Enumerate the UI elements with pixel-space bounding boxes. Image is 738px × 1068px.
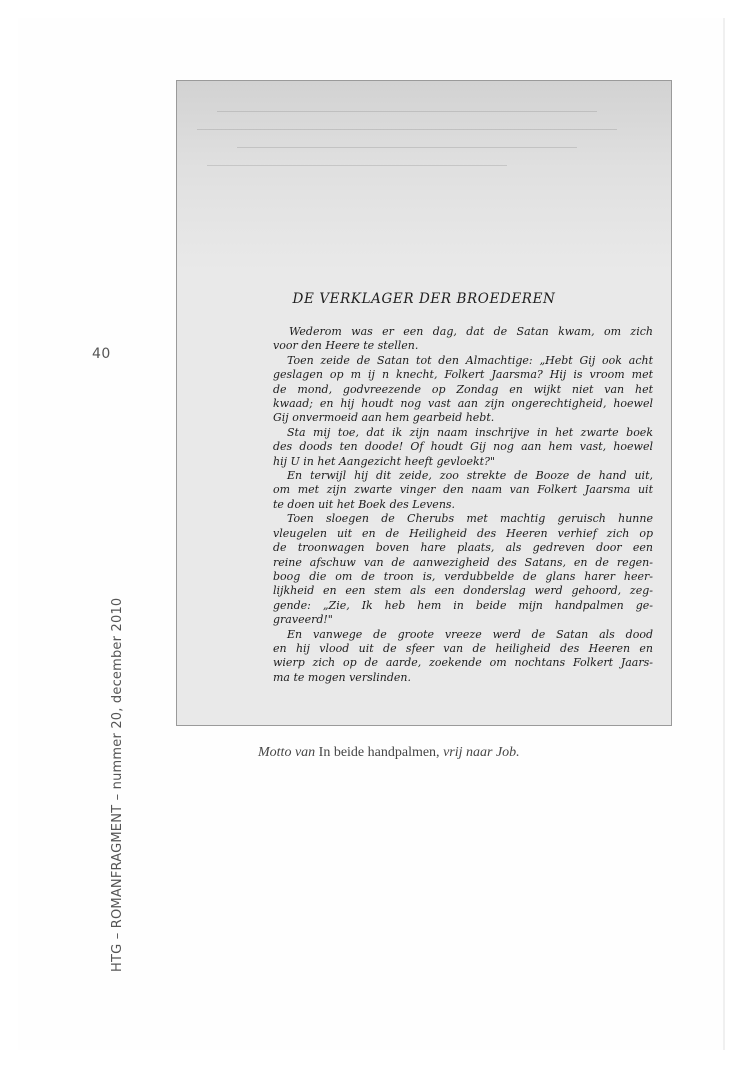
- scan-bleed-line: [237, 147, 577, 148]
- text-line: en hij vlood uit de sfeer van de heiligheid des Heeren en: [273, 641, 653, 655]
- text-line: geslagen op m ij n knecht, Folkert Jaarsma? Hij is vroom met: [273, 368, 653, 382]
- scan-text-block: [273, 325, 653, 685]
- text-line: de troonwagen boven hare plaats, als gedreven door een: [273, 541, 653, 555]
- text-line: te doen uit het Boek des Levens.: [273, 497, 456, 511]
- text-line: Toen zeide de Satan tot den Almachtige: „Hebt Gij ook acht: [287, 353, 653, 367]
- text-line: wierp zich op de aarde, zoekende om nochtans Folkert Jaars-: [273, 656, 653, 670]
- text-line: de mond, godvreezende op Zondag en wijkt niet van het: [273, 382, 653, 396]
- scan-bleedthrough: [177, 81, 671, 271]
- scan-bleed-line: [197, 129, 617, 130]
- text-line: gende: „Zie, Ik heb hem in beide mijn handpalmen ge-: [273, 598, 653, 612]
- text-line: En terwijl hij dit zeide, zoo strekte de Booze de hand uit,: [287, 469, 653, 483]
- text-line: ma te mogen verslinden.: [273, 670, 411, 684]
- caption-source: vrij naar Job.: [443, 745, 520, 760]
- image-caption: [258, 745, 520, 761]
- text-line: Gij onvermoeid aan hem gearbeid hebt.: [273, 411, 495, 425]
- page-number: 40: [92, 346, 111, 362]
- text-line: Toen sloegen de Cherubs met machtig geruisch hunne: [287, 512, 653, 526]
- text-line: reine afschuw van de aanwezigheid des Satans, en de regen-: [273, 555, 653, 569]
- text-line: Wederom was er een dag, dat de Satan kwam, om zich: [289, 325, 653, 338]
- text-line: lijkheid en een stem als een donderslag werd gehoord, zeg-: [273, 584, 653, 598]
- text-line: vleugelen uit en de Heiligheid des Heeren verhief zich op: [273, 526, 653, 540]
- text-line: En vanwege de groote vreeze werd de Satan als dood: [287, 627, 653, 641]
- scanned-text-image: [176, 80, 672, 726]
- scan-bleed-line: [217, 111, 597, 112]
- text-line: kwaad; en hij houdt nog vast aan zijn ongerechtigheid, hoewel: [273, 397, 653, 411]
- text-line: hij U in het Aangezicht heeft gevloekt?": [273, 454, 496, 468]
- scan-title: DE VERKLAGER DER BROEDEREN: [292, 291, 556, 307]
- scan-bleed-line: [207, 165, 507, 166]
- caption-motto: Motto van: [258, 745, 316, 760]
- text-line: boog die om de troon is, verdubbelde de glans harer heer-: [273, 569, 653, 583]
- text-line: voor den Heere te stellen.: [273, 339, 419, 353]
- text-line: om met zijn zwarte vinger den naam van Folkert Jaarsma uit: [273, 483, 653, 497]
- text-line: graveerd!": [273, 613, 333, 627]
- running-head: HTG – ROMANFRAGMENT – nummer 20, december 2010: [110, 597, 125, 972]
- caption-title: In beide handpalmen,: [318, 745, 440, 760]
- text-line: des doods ten doode! Of houdt Gij nog aan hem vast, hoewel: [273, 440, 653, 454]
- text-line: Sta mij toe, dat ik zijn naam inschrijve in het zwarte boek: [287, 425, 653, 439]
